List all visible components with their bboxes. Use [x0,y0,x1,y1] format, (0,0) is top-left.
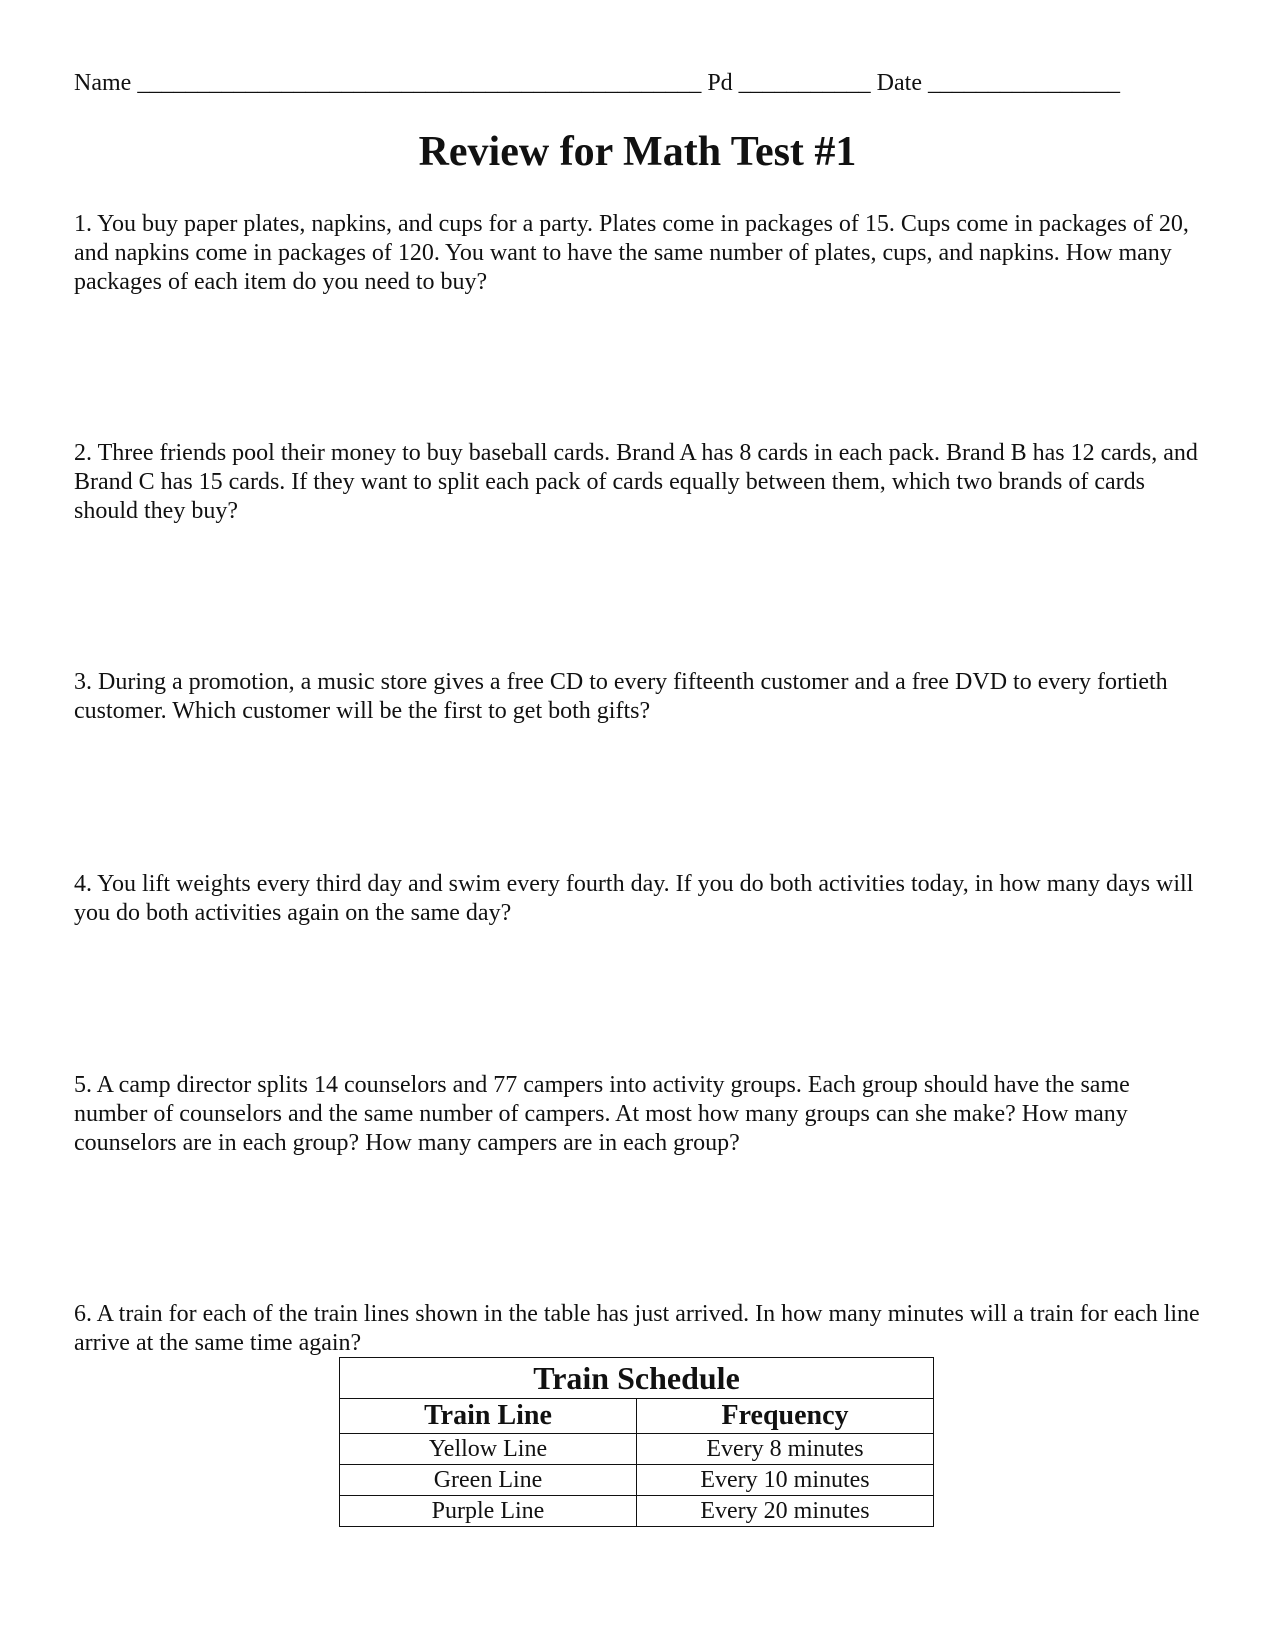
question-2: 2. Three friends pool their money to buy baseball cards. Brand A has 8 cards in each pack. Brand B has 12 cards, and Brand C has 15 cards. If they want to split each pack of cards equally between them, which two brands of cards should they buy? [74,440,1198,524]
column-header-train-line: Train Line [340,1399,637,1434]
question-1: 1. You buy paper plates, napkins, and cups for a party. Plates come in packages of 15. Cups come in packages of 20, and napkins come in packages of 120. You want to have the same number of plates, cups, and napkins. How many packages of each item do you need to buy? [74,211,1189,295]
table-header-row [340,1399,934,1434]
train-schedule-table [339,1357,934,1527]
table-cell-frequency: Every 20 minutes [637,1496,934,1527]
table-cell-line: Purple Line [340,1496,637,1527]
date-label: Date [876,70,922,96]
table-row [340,1465,934,1496]
student-info-line [74,70,1120,97]
name-blank: _______________________________________________ [137,70,702,96]
question-5: 5. A camp director splits 14 counselors and 77 campers into activity groups. Each group should have the same number of counselors and the same number of campers. At most how many groups can she make? How many counselors are in each group? How many campers are in each group? [74,1072,1130,1156]
name-label: Name [74,70,132,96]
question-6: 6. A train for each of the train lines shown in the table has just arrived. In how many minutes will a train for each line arrive at the same time again? [74,1301,1200,1356]
table-cell-frequency: Every 8 minutes [637,1434,934,1465]
table-cell-line: Yellow Line [340,1434,637,1465]
table-caption-row [340,1358,934,1399]
table-row [340,1496,934,1527]
table-title: Train Schedule [340,1358,934,1399]
table-cell-frequency: Every 10 minutes [637,1465,934,1496]
date-blank: ________________ [927,70,1120,96]
question-4: 4. You lift weights every third day and swim every fourth day. If you do both activities today, in how many days will you do both activities again on the same day? [74,871,1194,926]
page-title: Review for Math Test #1 [418,129,857,175]
column-header-frequency: Frequency [637,1399,934,1434]
question-3: 3. During a promotion, a music store gives a free CD to every fifteenth customer and a free DVD to every fortieth customer. Which customer will be the first to get both gifts? [74,669,1168,724]
period-blank: ___________ [738,70,871,96]
table-row [340,1434,934,1465]
period-label: Pd [707,70,733,96]
table-cell-line: Green Line [340,1465,637,1496]
